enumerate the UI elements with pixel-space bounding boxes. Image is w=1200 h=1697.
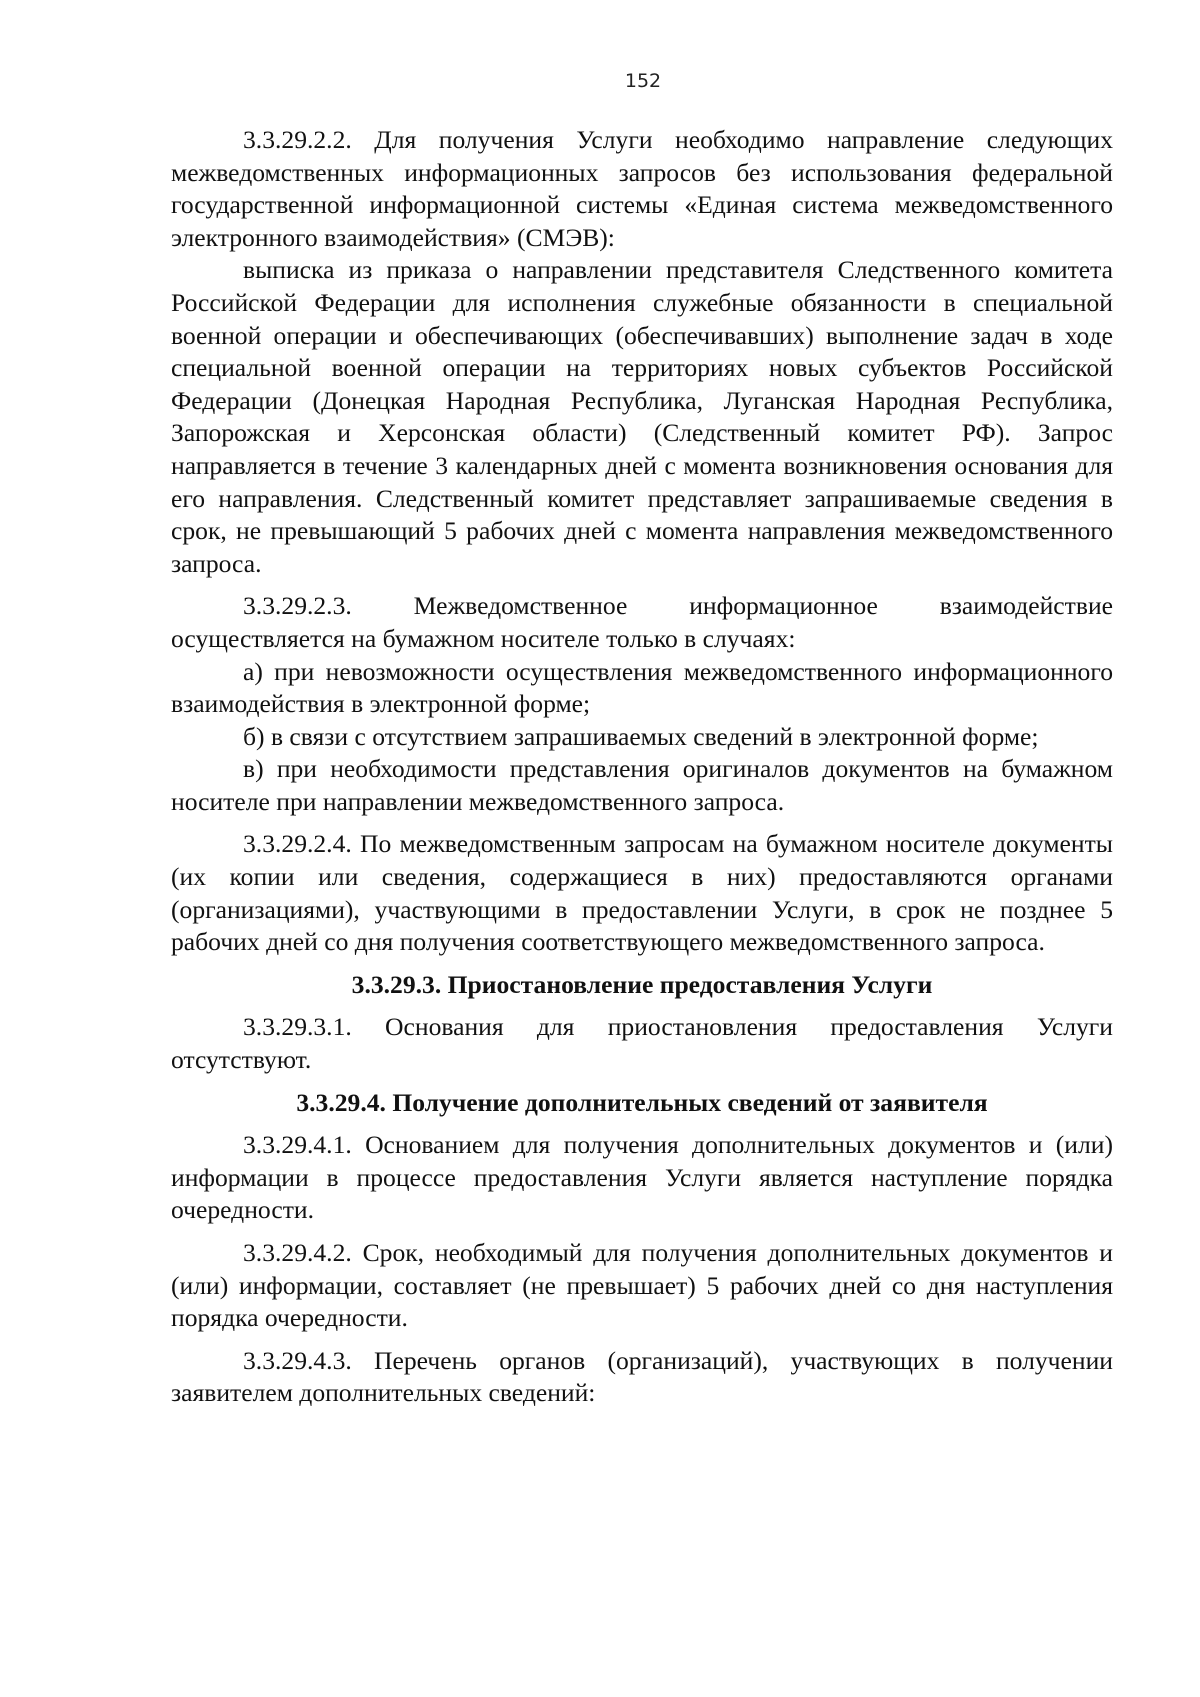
paragraph-text: По межведомственным запросам на бумажном носителе документы (их копии или сведения, содержащиеся в них) предоставляются органами (организациями), участвующими в предоставлении Услуги, в срок не позднее 5 рабочих дней со дня получения соответствующего межведомственного запроса. bbox=[171, 829, 1113, 957]
paragraph-3-3-29-2-3 bbox=[171, 590, 1113, 655]
list-marker: а) bbox=[243, 656, 263, 686]
list-item-b bbox=[171, 721, 1113, 754]
clause-number: 3.3.29.3.1. bbox=[243, 1012, 352, 1042]
paragraph-text: Межведомственное информационное взаимодействие осуществляется на бумажном носителе только в случаях: bbox=[171, 591, 1113, 653]
paragraph-3-3-29-2-4 bbox=[171, 828, 1113, 958]
paragraph-text: при невозможности осуществления межведомственного информационного взаимодействия в электронной форме; bbox=[171, 656, 1113, 719]
section-heading-3-3-29-3: 3.3.29.3. Приостановление предоставления Услуги bbox=[351, 969, 933, 999]
paragraph-text: Срок, необходимый для получения дополнительных документов и (или) информации, составляет (не превышает) 5 рабочих дней со дня наступления порядка очередности. bbox=[171, 1238, 1113, 1333]
list-marker: б) bbox=[243, 721, 265, 751]
paragraph-text: при необходимости представления оригиналов документов на бумажном носителе при направлении межведомственного запроса. bbox=[171, 754, 1113, 816]
clause-number: 3.3.29.4.1. bbox=[243, 1130, 352, 1160]
paragraph-3-3-29-3-1 bbox=[171, 1011, 1113, 1076]
paragraph-text: Перечень органов (организаций), участвующих в получении заявителем дополнительных сведений: bbox=[171, 1345, 1113, 1408]
clause-number: 3.3.29.4.3. bbox=[243, 1345, 352, 1375]
paragraph-text: в связи с отсутствием запрашиваемых сведений в электронной форме; bbox=[264, 721, 1039, 751]
paragraph-3-3-29-4-1 bbox=[171, 1129, 1113, 1227]
page-number: 152 bbox=[624, 70, 662, 92]
paragraph-3-3-29-2-2 bbox=[171, 124, 1113, 254]
paragraph-3-3-29-4-2 bbox=[171, 1237, 1113, 1335]
section-heading-3-3-29-4: 3.3.29.4. Получение дополнительных сведений от заявителя bbox=[296, 1087, 988, 1117]
paragraph-text: Для получения Услуги необходимо направление следующих межведомственных информационных запросов без использования федеральной государственной информационной системы «Единая система межведомственного электронного взаимодействия» (СМЭВ): bbox=[171, 125, 1113, 252]
paragraph-extract-order bbox=[171, 254, 1113, 580]
paragraph-3-3-29-4-3 bbox=[171, 1345, 1113, 1410]
clause-number: 3.3.29.2.4. bbox=[243, 829, 352, 859]
list-item-v bbox=[171, 753, 1113, 818]
clause-number: 3.3.29.4.2. bbox=[243, 1238, 352, 1267]
list-item-a bbox=[171, 656, 1113, 721]
paragraph-text: выписка из приказа о направлении представителя Следственного комитета Российской Федерации для исполнения служебные обязанности в специальной военной операции и обеспечивающих (обеспечивавших) выполнение задач в ходе специальной военной операции на территориях новых субъектов Российской Федерации (Донецкая Народная Республика, Луганская Народная Республика, Запорожская и Херсонская области) (Следственный комитет РФ). Запрос направляется в течение 3 календарных дней с момента возникновения основания для его направления. Следственный комитет представляет запрашиваемые сведения в срок, не превышающий 5 рабочих дней с момента направления межведомственного запроса. bbox=[171, 255, 1113, 578]
list-marker: в) bbox=[243, 754, 264, 784]
document-body bbox=[171, 124, 1113, 1410]
clause-number: 3.3.29.2.3. bbox=[243, 591, 352, 621]
paragraph-text: Основанием для получения дополнительных документов и (или) информации в процессе предоставления Услуги является наступление порядка очередности. bbox=[171, 1130, 1113, 1225]
paragraph-text: Основания для приостановления предоставления Услуги отсутствуют. bbox=[171, 1012, 1113, 1075]
clause-number: 3.3.29.2.2. bbox=[243, 125, 352, 154]
